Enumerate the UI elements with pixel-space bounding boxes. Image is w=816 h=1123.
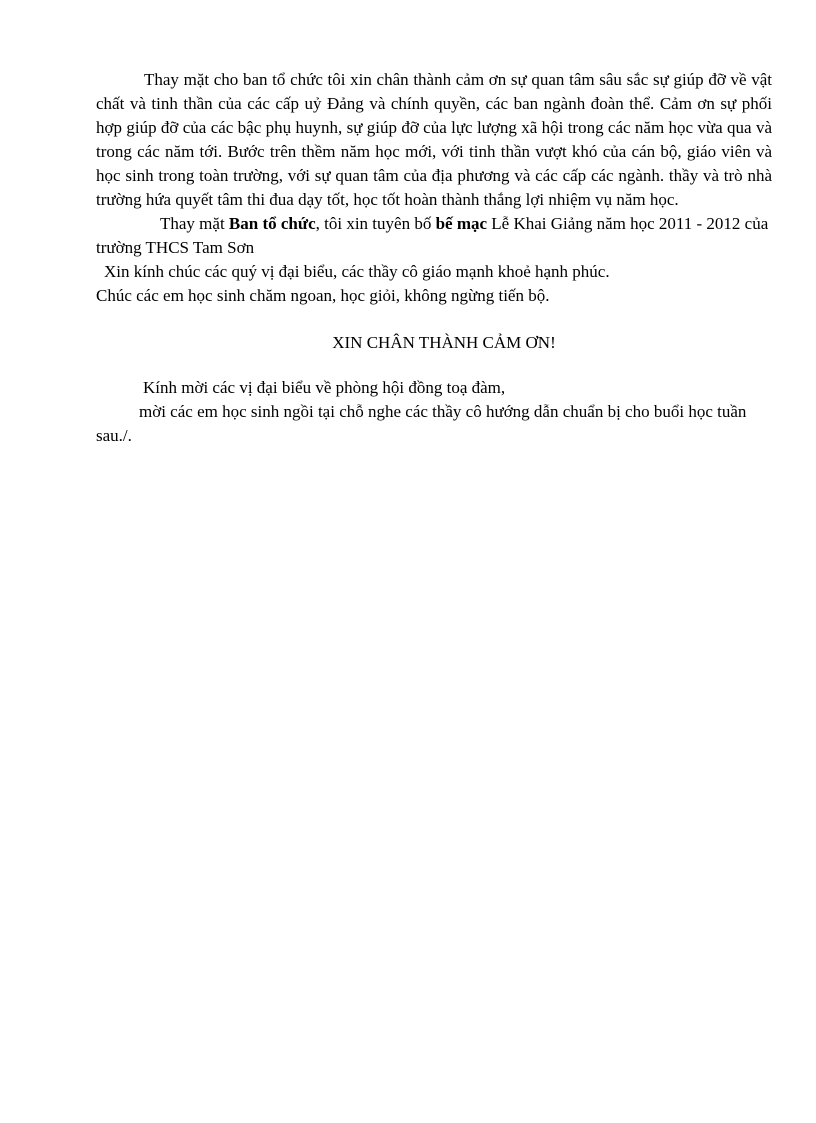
declaration-text-3: Lễ Khai Giảng năm học 2011 - 2012 của trường THCS Tam Sơn — [96, 214, 769, 257]
paragraph-wish-guests: Xin kính chúc các quý vị đại biểu, các thầy cô giáo mạnh khoẻ hạnh phúc. — [104, 262, 610, 281]
document-page — [96, 68, 772, 448]
paragraph-invite-guests: Kính mời các vị đại biểu về phòng hội đồng toạ đàm, — [143, 378, 506, 397]
thank-you-heading: XIN CHÂN THÀNH CẢM ƠN! — [332, 333, 556, 352]
declaration-text-2: , tôi xin tuyên bố — [315, 214, 436, 233]
declaration-text-1: Thay mặt — [160, 214, 229, 233]
paragraph-invite-students: mời các em học sinh ngồi tại chỗ nghe các thầy cô hướng dẫn chuẩn bị cho buổi học tuần sau./. — [96, 402, 747, 445]
paragraph-thanks: Thay mặt cho ban tổ chức tôi xin chân thành cảm ơn sự quan tâm sâu sắc sự giúp đỡ về vật chất và tinh thần của các cấp uỷ Đảng và chính quyền, các ban ngành đoàn thể. Cảm ơn sự phối hợp giúp đỡ của các bậc phụ huynh, sự giúp đỡ của lực lượng xã hội trong các năm học vừa qua và trong các năm tới. Bước trên thềm năm học mới, với tinh thần vượt khó của cán bộ, giáo viên và học sinh trong toàn trường, với sự quan tâm của địa phương và các cấp các ngành. thầy và trò nhà trường hứa quyết tâm thi đua dạy tốt, học tốt hoàn thành thắng lợi nhiệm vụ năm học. — [96, 70, 772, 209]
paragraph-wish-students: Chúc các em học sinh chăm ngoan, học giỏi, không ngừng tiến bộ. — [96, 286, 550, 305]
declaration-closing-word: bế mạc — [435, 214, 488, 233]
paragraph-closing-declaration — [96, 212, 772, 260]
declaration-organizing-committee: Ban tổ chức — [228, 214, 316, 233]
